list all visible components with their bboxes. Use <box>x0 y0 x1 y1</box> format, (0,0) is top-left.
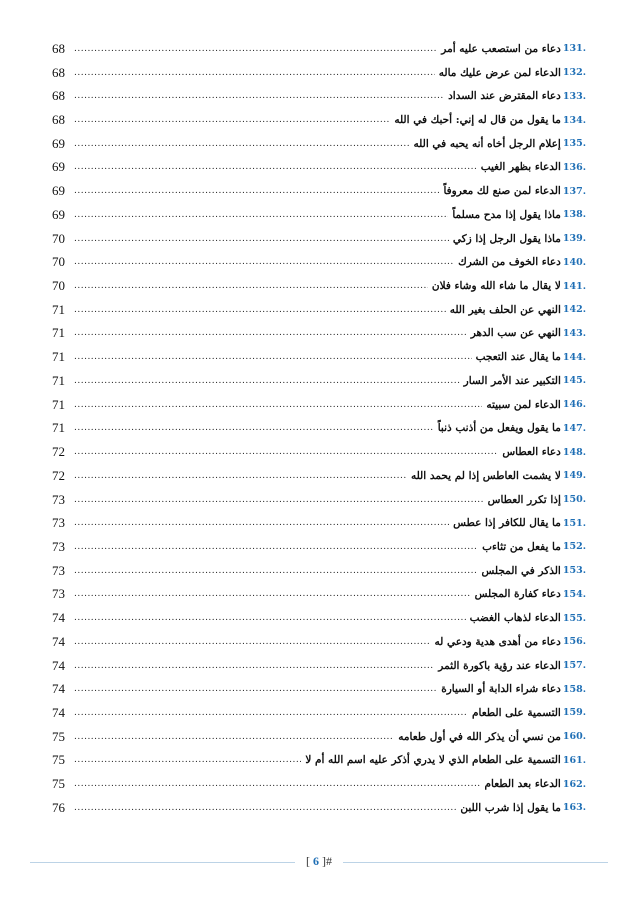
footer-rule-left <box>30 862 295 863</box>
entry-title: من نسي أن يذكر الله في أول طعامه <box>398 730 561 743</box>
entry-page-number: 74 <box>52 657 65 673</box>
entry-number: 141. <box>562 280 586 292</box>
entry-page-number: 71 <box>52 372 65 388</box>
entry-number: 131. <box>562 43 586 55</box>
toc-entry[interactable] <box>52 725 586 749</box>
entry-page-number: 68 <box>52 112 65 128</box>
dot-leader <box>74 162 477 172</box>
dot-leader <box>74 400 482 410</box>
entry-number: 153. <box>562 565 586 577</box>
entry-page-number: 73 <box>52 491 65 507</box>
entry-number: 133. <box>562 90 586 102</box>
entry-number: 150. <box>562 494 586 506</box>
entry-page-number: 75 <box>52 776 65 792</box>
toc-entry[interactable] <box>52 559 586 583</box>
toc-entry[interactable] <box>52 61 586 85</box>
entry-title: النهي عن سب الدهر <box>470 327 561 340</box>
entry-number: 140. <box>562 256 586 268</box>
toc-entry[interactable] <box>52 417 586 441</box>
entry-page-number: 69 <box>52 183 65 199</box>
entry-number: 148. <box>562 446 586 458</box>
page-number <box>306 854 332 869</box>
entry-page-number: 75 <box>52 752 65 768</box>
entry-number: 157. <box>562 660 586 672</box>
entry-page-number: 71 <box>52 349 65 365</box>
entry-page-number: 73 <box>52 586 65 602</box>
toc-entry[interactable] <box>52 464 586 488</box>
toc-entry[interactable] <box>52 37 586 61</box>
toc-entry[interactable] <box>52 583 586 607</box>
entry-title: دعاء شراء الدابة أو السيارة <box>441 683 561 696</box>
footer-rule-right <box>343 862 608 863</box>
entry-title: التسمية على الطعام <box>472 706 561 719</box>
entry-page-number: 74 <box>52 610 65 626</box>
toc-entry[interactable] <box>52 749 586 773</box>
entry-number: 160. <box>562 731 586 743</box>
entry-page-number: 70 <box>52 230 65 246</box>
entry-title: الدعاء لمن عرض عليك ماله <box>438 66 561 79</box>
toc-entry[interactable] <box>52 654 586 678</box>
entry-page-number: 71 <box>52 420 65 436</box>
entry-title: الدعاء لمن سبيته <box>486 398 561 411</box>
dot-leader <box>74 755 301 765</box>
entry-page-number: 74 <box>52 704 65 720</box>
entry-title: التكبير عند الأمر السار <box>463 374 561 387</box>
entry-page-number: 68 <box>52 40 65 56</box>
entry-number: 155. <box>562 612 586 624</box>
entry-number: 146. <box>562 399 586 411</box>
toc-entry[interactable] <box>52 156 586 180</box>
dot-leader <box>74 708 468 718</box>
entry-number: 159. <box>562 707 586 719</box>
toc-entry[interactable] <box>52 606 586 630</box>
page-footer <box>30 854 608 871</box>
dot-leader <box>74 566 478 576</box>
entry-title: الدعاء لذهاب الغضب <box>469 612 561 625</box>
dot-leader <box>74 471 407 481</box>
toc-entry[interactable] <box>52 345 586 369</box>
entry-title: ماذا يقول إذا مدح مسلماً <box>452 208 561 221</box>
dot-leader <box>74 542 478 552</box>
entry-number: 151. <box>562 517 586 529</box>
toc-entry[interactable] <box>52 772 586 796</box>
entry-page-number: 69 <box>52 206 65 222</box>
entry-number: 135. <box>562 138 586 150</box>
entry-page-number: 69 <box>52 135 65 151</box>
entry-title: لا يقال ما شاء الله وشاء فلان <box>431 280 561 293</box>
entry-number: 139. <box>562 233 586 245</box>
toc-entry[interactable] <box>52 535 586 559</box>
dot-leader <box>74 376 460 386</box>
entry-number: 154. <box>562 588 586 600</box>
entry-page-number: 72 <box>52 467 65 483</box>
dot-leader <box>74 115 390 125</box>
entry-title: الدعاء بظهر الغيب <box>480 161 561 174</box>
entry-number: 138. <box>562 209 586 221</box>
toc-entry[interactable] <box>52 227 586 251</box>
entry-number: 149. <box>562 470 586 482</box>
entry-number: 137. <box>562 185 586 197</box>
dot-leader <box>74 257 454 267</box>
toc-entry[interactable] <box>52 322 586 346</box>
toc-entry[interactable] <box>52 298 586 322</box>
entry-page-number: 73 <box>52 562 65 578</box>
toc-entry[interactable] <box>52 511 586 535</box>
entry-title: إذا تكرر العطاس <box>487 493 561 506</box>
toc-entry[interactable] <box>52 440 586 464</box>
entry-page-number: 68 <box>52 64 65 80</box>
dot-leader <box>74 423 434 433</box>
entry-number: 144. <box>562 351 586 363</box>
entry-title: إعلام الرجل أخاه أنه يحبه في الله <box>413 137 561 150</box>
entry-title: ماذا يقول الرجل إذا زكي <box>452 232 561 245</box>
entry-page-number: 74 <box>52 681 65 697</box>
dot-leader <box>74 684 437 694</box>
dot-leader <box>74 305 446 315</box>
entry-page-number: 76 <box>52 799 65 815</box>
entry-page-number: 73 <box>52 515 65 531</box>
entry-number: 143. <box>562 327 586 339</box>
entry-title: الدعاء لمن صنع لك معروفاً <box>443 185 561 198</box>
entry-number: 145. <box>562 375 586 387</box>
entry-title: الدعاء عند رؤية باكورة الثمر <box>438 659 561 672</box>
dot-leader <box>74 518 449 528</box>
toc-entry[interactable] <box>52 796 586 820</box>
entry-title: الذكر في المجلس <box>481 564 561 577</box>
toc-entry[interactable] <box>52 274 586 298</box>
dot-leader <box>74 210 448 220</box>
entry-number: 161. <box>562 754 586 766</box>
entry-page-number: 72 <box>52 444 65 460</box>
entry-number: 158. <box>562 683 586 695</box>
entry-page-number: 69 <box>52 159 65 175</box>
dot-leader <box>74 352 472 362</box>
entry-title: دعاء المقترض عند السداد <box>448 90 561 103</box>
dot-leader <box>74 732 394 742</box>
entry-number: 156. <box>562 636 586 648</box>
toc-entry[interactable] <box>52 179 586 203</box>
entry-title: دعاء من استصعب عليه أمر <box>441 42 561 55</box>
entry-title: التسمية على الطعام الذي لا يدري أذكر عليه اسم الله أم لا <box>305 754 561 767</box>
toc-entry[interactable] <box>52 132 586 156</box>
entry-page-number: 71 <box>52 396 65 412</box>
page-number-prefix: [ <box>306 854 313 868</box>
toc-entry[interactable] <box>52 701 586 725</box>
entry-number: 163. <box>562 802 586 814</box>
dot-leader <box>74 447 498 457</box>
page-number-value: 6 <box>313 854 319 868</box>
entry-page-number: 70 <box>52 278 65 294</box>
dot-leader <box>74 234 449 244</box>
entry-title: الدعاء بعد الطعام <box>484 778 561 791</box>
toc-entry[interactable] <box>52 84 586 108</box>
entry-title: ما يقال عند التعجب <box>475 351 561 364</box>
toc-entry[interactable] <box>52 250 586 274</box>
entry-title: النهي عن الحلف بغير الله <box>449 303 561 316</box>
entry-title: دعاء العطاس <box>502 446 561 459</box>
entry-number: 132. <box>562 67 586 79</box>
toc-entry[interactable] <box>52 108 586 132</box>
entry-page-number: 68 <box>52 88 65 104</box>
dot-leader <box>74 779 481 789</box>
entry-title: ما يقال للكافر إذا عطس <box>453 517 561 530</box>
dot-leader <box>74 139 410 149</box>
dot-leader <box>74 44 437 54</box>
toc-entry[interactable] <box>52 203 586 227</box>
entry-title: ما يقول إذا شرب اللبن <box>460 801 561 814</box>
entry-number: 152. <box>562 541 586 553</box>
dot-leader <box>74 91 444 101</box>
table-of-contents <box>52 37 586 820</box>
dot-leader <box>74 281 428 291</box>
entry-page-number: 71 <box>52 325 65 341</box>
entry-page-number: 73 <box>52 538 65 554</box>
dot-leader <box>74 637 431 647</box>
entry-title: دعاء الخوف من الشرك <box>458 256 561 269</box>
toc-entry[interactable] <box>52 393 586 417</box>
entry-page-number: 71 <box>52 301 65 317</box>
entry-number: 136. <box>562 161 586 173</box>
entry-title: ما يفعل من تثاءب <box>482 540 561 553</box>
entry-number: 134. <box>562 114 586 126</box>
dot-leader <box>74 613 466 623</box>
toc-entry[interactable] <box>52 677 586 701</box>
entry-page-number: 70 <box>52 254 65 270</box>
entry-number: 147. <box>562 422 586 434</box>
page-number-suffix: ]# <box>319 854 332 868</box>
entry-title: دعاء من أهدى هدية ودعي له <box>434 635 561 648</box>
entry-page-number: 75 <box>52 728 65 744</box>
entry-title: لا يشمت العاطس إذا لم يحمد الله <box>410 469 561 482</box>
entry-title: دعاء كفارة المجلس <box>474 588 561 601</box>
dot-leader <box>74 589 471 599</box>
dot-leader <box>74 186 439 196</box>
entry-number: 142. <box>562 304 586 316</box>
entry-title: ما يقول من قال له إني: أحبك في الله <box>394 114 561 127</box>
dot-leader <box>74 495 484 505</box>
toc-entry[interactable] <box>52 630 586 654</box>
dot-leader <box>74 328 467 338</box>
dot-leader <box>74 803 456 813</box>
entry-number: 162. <box>562 778 586 790</box>
entry-title: ما يقول ويفعل من أذنب ذنباً <box>437 422 561 435</box>
toc-entry[interactable] <box>52 488 586 512</box>
dot-leader <box>74 661 434 671</box>
dot-leader <box>74 68 435 78</box>
entry-page-number: 74 <box>52 633 65 649</box>
toc-entry[interactable] <box>52 369 586 393</box>
